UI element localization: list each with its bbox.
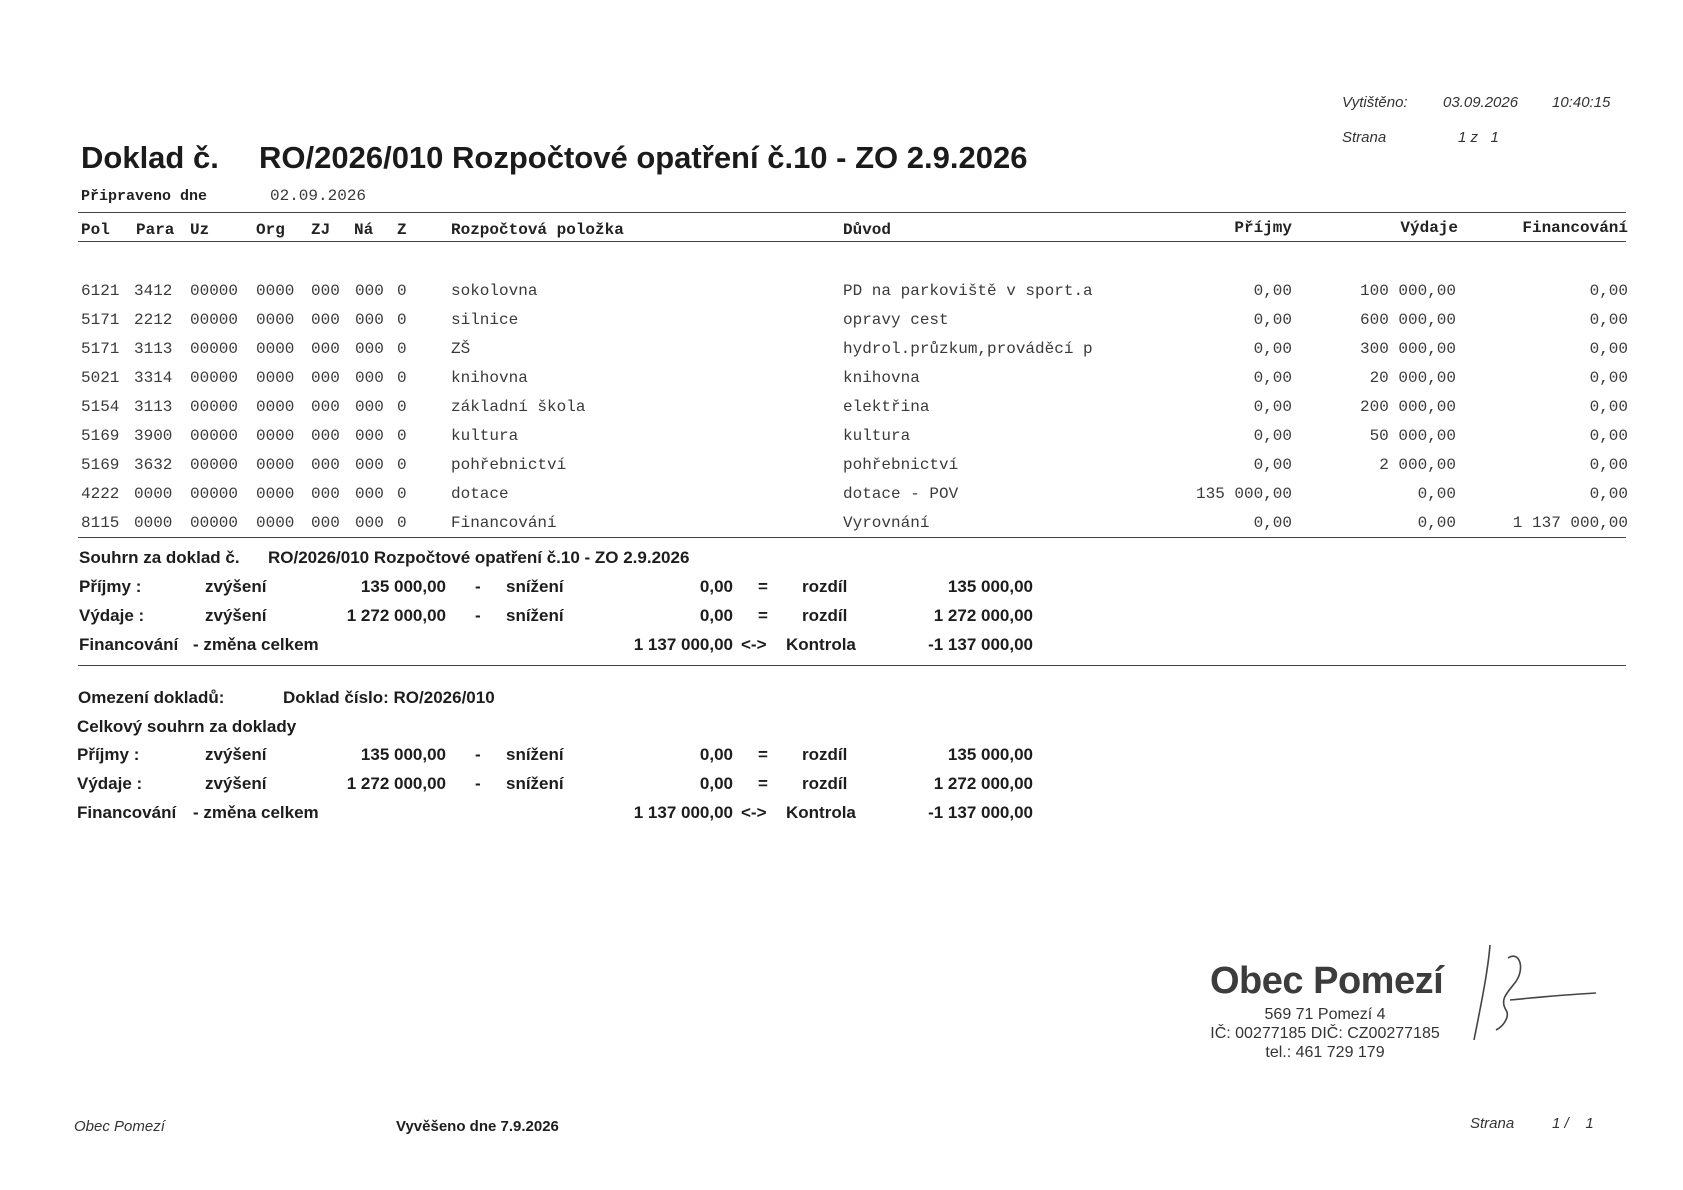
cell-uz: 00000 (190, 427, 239, 445)
summary-vydaje-snizeni: 0,00 (699, 606, 733, 625)
col-prijmy: Příjmy (1234, 219, 1292, 237)
cell-prijmy: 0,00 (1253, 311, 1292, 329)
cell-vydaje: 50 000,00 (1369, 427, 1456, 445)
footer-page-value: 1 / 1 (1552, 1115, 1594, 1132)
cell-uz: 00000 (190, 456, 239, 474)
cell-pol: 5169 (81, 427, 120, 445)
summary-prijmy-zvyseni: 135 000,00 (360, 577, 446, 596)
cell-zj: 000 (311, 311, 340, 329)
footer-page-label: Strana (1470, 1115, 1515, 1132)
summary-vydaje-eq: = (758, 606, 768, 625)
cell-z: 0 (397, 514, 407, 532)
cell-na: 000 (355, 456, 384, 474)
cell-para: 3412 (134, 282, 173, 300)
summary-prijmy-rozdil: 135 000,00 (947, 577, 1033, 596)
cell-vydaje: 200 000,00 (1359, 398, 1456, 416)
table-bottom-rule (78, 537, 1626, 538)
col-zj: ZJ (311, 221, 331, 239)
cell-vydaje: 2 000,00 (1379, 456, 1456, 474)
cell-pol: 5169 (81, 456, 120, 474)
cell-pol: 5021 (81, 369, 120, 387)
printed-time: 10:40:15 (1552, 94, 1611, 111)
cell-para: 3900 (134, 427, 173, 445)
cell-duvod: Vyrovnání (843, 514, 930, 532)
table-row (0, 485, 1683, 514)
total-vydaje-zvyseni: 1 272 000,00 (346, 774, 446, 793)
cell-vydaje: 0,00 (1417, 485, 1456, 503)
col-pol: Pol (81, 221, 110, 239)
summary-prijmy-snizeni-label: snížení (506, 577, 564, 596)
summary-kontrola-label: Kontrola (786, 635, 856, 654)
cell-uz: 00000 (190, 311, 239, 329)
summary-prijmy-snizeni: 0,00 (699, 577, 733, 596)
cell-para: 0000 (134, 514, 173, 532)
cell-z: 0 (397, 311, 407, 329)
cell-prijmy: 0,00 (1253, 369, 1292, 387)
signature (1460, 940, 1600, 1050)
cell-prijmy: 0,00 (1253, 514, 1292, 532)
page-label: Strana (1342, 129, 1387, 146)
total-prijmy-snizeni-label: snížení (506, 745, 564, 764)
cell-pol: 5171 (81, 340, 120, 358)
cell-para: 3113 (134, 398, 173, 416)
total-financovani-value: 1 137 000,00 (633, 803, 733, 822)
cell-duvod: opravy cest (843, 311, 949, 329)
table-row (0, 398, 1683, 427)
cell-vydaje: 300 000,00 (1359, 340, 1456, 358)
total-prijmy-snizeni: 0,00 (699, 745, 733, 764)
cell-na: 000 (355, 369, 384, 387)
header-rule-top (78, 212, 1626, 213)
total-financovani-change-label: - změna celkem (193, 803, 319, 822)
cell-uz: 00000 (190, 485, 239, 503)
cell-zj: 000 (311, 456, 340, 474)
total-vydaje-eq: = (758, 774, 768, 793)
cell-polozka: sokolovna (451, 282, 538, 300)
total-financovani-label: Financování (77, 803, 177, 822)
cell-na: 000 (355, 398, 384, 416)
cell-z: 0 (397, 456, 407, 474)
total-financovani-arrow: <-> (741, 803, 767, 822)
summary-vydaje-rozdil: 1 272 000,00 (933, 606, 1033, 625)
cell-polozka: Financování (451, 514, 557, 532)
cell-vydaje: 20 000,00 (1369, 369, 1456, 387)
cell-duvod: PD na parkoviště v sport.a (843, 282, 1093, 300)
total-prijmy-rozdil-label: rozdíl (802, 745, 848, 764)
cell-pol: 8115 (81, 514, 120, 532)
summary-vydaje-zvyseni-label: zvýšení (205, 606, 267, 625)
cell-z: 0 (397, 282, 407, 300)
cell-financovani: 0,00 (1589, 311, 1628, 329)
cell-na: 000 (355, 282, 384, 300)
col-para: Para (136, 221, 175, 239)
total-vydaje-zvyseni-label: zvýšení (205, 774, 267, 793)
stamp-address: 569 71 Pomezí 4 (1264, 1006, 1386, 1023)
total-vydaje-rozdil-label: rozdíl (802, 774, 848, 793)
cell-para: 3314 (134, 369, 173, 387)
total-prijmy-label: Příjmy : (77, 745, 140, 764)
header-rule-bottom (78, 241, 1626, 242)
cell-financovani: 0,00 (1589, 427, 1628, 445)
stamp-name: Obec Pomezí (1210, 960, 1444, 1002)
cell-vydaje: 0,00 (1417, 514, 1456, 532)
cell-zj: 000 (311, 369, 340, 387)
cell-zj: 000 (311, 485, 340, 503)
cell-polozka: silnice (451, 311, 519, 329)
summary-vydaje-rozdil-label: rozdíl (802, 606, 848, 625)
cell-para: 0000 (134, 485, 173, 503)
col-uz: Uz (190, 221, 210, 239)
cell-para: 2212 (134, 311, 173, 329)
cell-para: 3113 (134, 340, 173, 358)
cell-zj: 000 (311, 282, 340, 300)
cell-na: 000 (355, 427, 384, 445)
stamp-ids: IČ: 00277185 DIČ: CZ00277185 (1210, 1025, 1440, 1042)
cell-pol: 4222 (81, 485, 120, 503)
col-vydaje: Výdaje (1400, 219, 1458, 237)
cell-na: 000 (355, 485, 384, 503)
cell-polozka: ZŠ (451, 340, 471, 358)
summary-financovani-arrow: <-> (741, 635, 767, 654)
cell-vydaje: 100 000,00 (1359, 282, 1456, 300)
cell-financovani: 1 137 000,00 (1512, 514, 1628, 532)
cell-financovani: 0,00 (1589, 485, 1628, 503)
cell-prijmy: 0,00 (1253, 340, 1292, 358)
cell-na: 000 (355, 311, 384, 329)
cell-org: 0000 (256, 485, 295, 503)
restriction-value: Doklad číslo: RO/2026/010 (283, 688, 495, 707)
cell-org: 0000 (256, 456, 295, 474)
total-vydaje-snizeni: 0,00 (699, 774, 733, 793)
stamp-phone: tel.: 461 729 179 (1265, 1044, 1385, 1061)
total-kontrola-label: Kontrola (786, 803, 856, 822)
cell-na: 000 (355, 514, 384, 532)
cell-org: 0000 (256, 369, 295, 387)
cell-prijmy: 135 000,00 (1195, 485, 1292, 503)
cell-z: 0 (397, 485, 407, 503)
table-row (0, 311, 1683, 340)
cell-uz: 00000 (190, 369, 239, 387)
printed-label: Vytištěno: (1342, 94, 1408, 111)
cell-polozka: dotace (451, 485, 509, 503)
total-prijmy-eq: = (758, 745, 768, 764)
total-prijmy-zvyseni-label: zvýšení (205, 745, 267, 764)
col-financovani: Financování (1522, 219, 1628, 237)
summary-vydaje-minus: - (475, 606, 481, 625)
col-z: Z (397, 221, 407, 239)
cell-zj: 000 (311, 514, 340, 532)
summary-bottom-rule (78, 665, 1626, 666)
total-title: Celkový souhrn za doklady (77, 717, 297, 736)
col-polozka: Rozpočtová položka (451, 221, 624, 239)
cell-vydaje: 600 000,00 (1359, 311, 1456, 329)
cell-polozka: kultura (451, 427, 519, 445)
summary-prijmy-label: Příjmy : (79, 577, 142, 596)
cell-duvod: kultura (843, 427, 911, 445)
cell-financovani: 0,00 (1589, 369, 1628, 387)
cell-org: 0000 (256, 427, 295, 445)
summary-vydaje-snizeni-label: snížení (506, 606, 564, 625)
cell-org: 0000 (256, 514, 295, 532)
total-vydaje-label: Výdaje : (77, 774, 143, 793)
cell-zj: 000 (311, 427, 340, 445)
table-row (0, 340, 1683, 369)
cell-na: 000 (355, 340, 384, 358)
cell-prijmy: 0,00 (1253, 398, 1292, 416)
total-prijmy-zvyseni: 135 000,00 (360, 745, 446, 764)
cell-duvod: knihovna (843, 369, 920, 387)
cell-polozka: základní škola (451, 398, 586, 416)
cell-financovani: 0,00 (1589, 456, 1628, 474)
total-vydaje-snizeni-label: snížení (506, 774, 564, 793)
col-na: Ná (354, 221, 374, 239)
restriction-label: Omezení dokladů: (78, 688, 225, 707)
table-row (0, 427, 1683, 456)
cell-duvod: pohřebnictví (843, 456, 959, 474)
cell-financovani: 0,00 (1589, 282, 1628, 300)
cell-z: 0 (397, 369, 407, 387)
table-row (0, 514, 1683, 543)
cell-financovani: 0,00 (1589, 398, 1628, 416)
summary-financovani-label: Financování (79, 635, 179, 654)
total-vydaje-minus: - (475, 774, 481, 793)
cell-uz: 00000 (190, 514, 239, 532)
cell-pol: 5154 (81, 398, 120, 416)
cell-duvod: hydrol.průzkum,prováděcí p (843, 340, 1093, 358)
doc-title: RO/2026/010 Rozpočtové opatření č.10 - ZO 2.9.2026 (259, 140, 1028, 175)
cell-polozka: knihovna (451, 369, 528, 387)
cell-uz: 00000 (190, 282, 239, 300)
table-row (0, 456, 1683, 485)
summary-prijmy-rozdil-label: rozdíl (802, 577, 848, 596)
prepared-label: Připraveno dne (81, 188, 208, 205)
col-org: Org (256, 221, 285, 239)
summary-kontrola-value: -1 137 000,00 (928, 635, 1033, 654)
cell-prijmy: 0,00 (1253, 456, 1292, 474)
footer-left: Obec Pomezí (74, 1118, 165, 1135)
table-row (0, 282, 1683, 311)
cell-zj: 000 (311, 398, 340, 416)
summary-vydaje-label: Výdaje : (79, 606, 145, 625)
summary-financovani-value: 1 137 000,00 (633, 635, 733, 654)
cell-para: 3632 (134, 456, 173, 474)
page-number: 1 z 1 (1458, 129, 1499, 146)
summary-prijmy-eq: = (758, 577, 768, 596)
cell-org: 0000 (256, 311, 295, 329)
footer-center: Vyvěšeno dne 7.9.2026 (396, 1118, 559, 1135)
doc-label: Doklad č. (81, 140, 219, 175)
total-prijmy-minus: - (475, 745, 481, 764)
cell-prijmy: 0,00 (1253, 427, 1292, 445)
summary-prijmy-zvyseni-label: zvýšení (205, 577, 267, 596)
cell-z: 0 (397, 398, 407, 416)
cell-uz: 00000 (190, 340, 239, 358)
cell-polozka: pohřebnictví (451, 456, 567, 474)
summary-title-label: Souhrn za doklad č. (79, 548, 240, 567)
total-vydaje-rozdil: 1 272 000,00 (933, 774, 1033, 793)
total-kontrola-value: -1 137 000,00 (928, 803, 1033, 822)
cell-pol: 6121 (81, 282, 120, 300)
table-row (0, 369, 1683, 398)
cell-zj: 000 (311, 340, 340, 358)
cell-prijmy: 0,00 (1253, 282, 1292, 300)
summary-financovani-change-label: - změna celkem (193, 635, 319, 654)
cell-org: 0000 (256, 398, 295, 416)
total-prijmy-rozdil: 135 000,00 (947, 745, 1033, 764)
cell-duvod: dotace - POV (843, 485, 959, 503)
summary-vydaje-zvyseni: 1 272 000,00 (346, 606, 446, 625)
cell-financovani: 0,00 (1589, 340, 1628, 358)
cell-z: 0 (397, 427, 407, 445)
prepared-date: 02.09.2026 (270, 187, 367, 205)
cell-org: 0000 (256, 282, 295, 300)
summary-prijmy-minus: - (475, 577, 481, 596)
cell-uz: 00000 (190, 398, 239, 416)
cell-org: 0000 (256, 340, 295, 358)
cell-z: 0 (397, 340, 407, 358)
cell-duvod: elektřina (843, 398, 930, 416)
col-duvod: Důvod (843, 221, 892, 239)
cell-pol: 5171 (81, 311, 120, 329)
printed-date: 03.09.2026 (1443, 94, 1519, 111)
summary-title-doc: RO/2026/010 Rozpočtové opatření č.10 - ZO 2.9.2026 (268, 548, 690, 567)
